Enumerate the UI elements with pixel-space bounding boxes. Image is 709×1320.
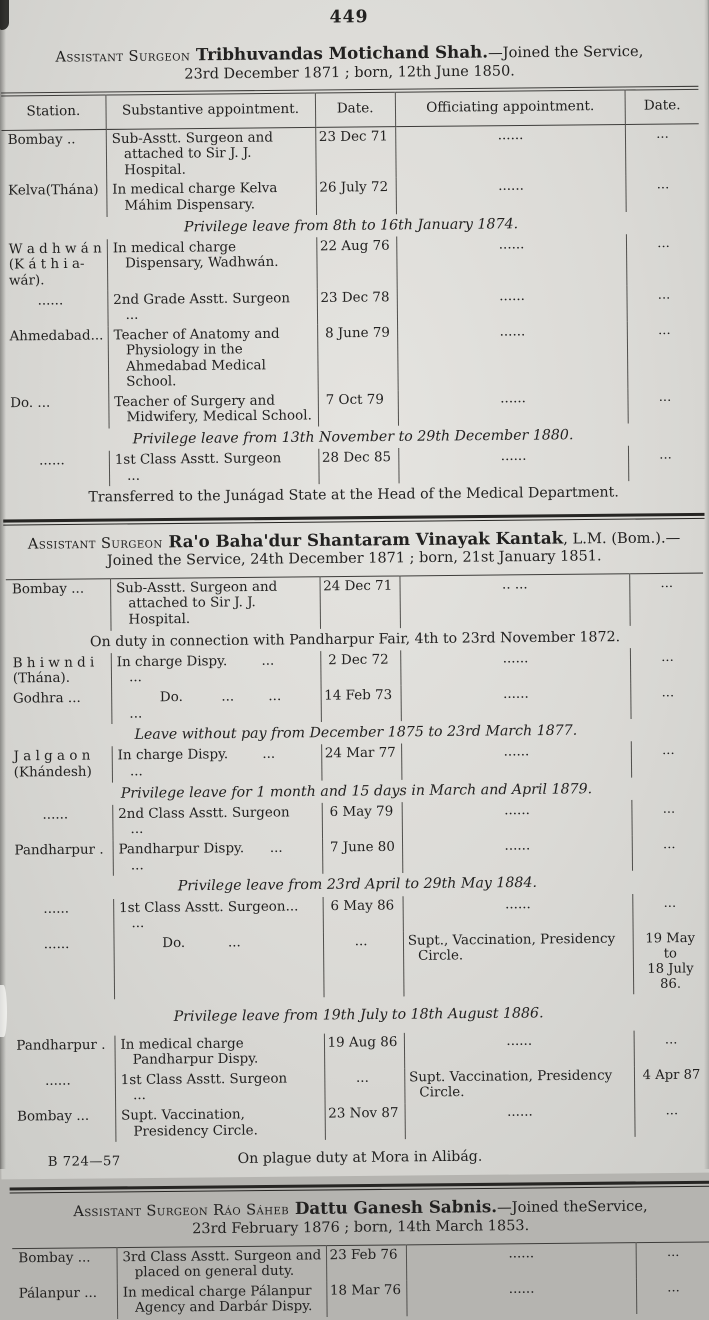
column-header-date: Date. [625,89,699,124]
date-cell: 23 Nov 87 [325,1104,406,1140]
officiating-date-cell: ... [627,233,701,285]
date-cell: 24 Mar 77 [321,744,402,780]
officiating-cell: ...... [403,894,633,932]
date-cell: 23 Feb 76 [326,1244,407,1281]
officiating-date-cell: ... [627,320,701,388]
record-heading [13,527,694,572]
date-cell: 24 Dec 71 [320,576,401,629]
officiating-date-cell: ... [629,445,703,481]
appointment-cell: In charge Dispy. ... ... [112,745,321,783]
appointment-cell: 2nd Class Asstt. Surgeon ... [113,803,322,841]
service-row [1,124,699,182]
officiating-date-cell: ... [633,893,707,929]
officiating-cell: ...... [397,321,628,390]
appointment-cell: 1st Class Asstt. Surgeon ... [109,449,318,487]
officiating-cell: ...... [395,124,626,178]
heading-line2: 23rd February 1876 ; born, 14th March 1853. [192,1218,530,1238]
officiating-cell: Supt., Vaccination, Presidency Circle. [403,929,634,997]
date-cell: ... [324,1068,405,1104]
service-note: On duty in connection with Pandharpur Fair, 4th to 23rd November 1872. [89,628,621,650]
record-heading [9,40,690,85]
officiating-date-cell: ... [634,1030,708,1066]
officiating-cell: ...... [397,285,627,323]
service-record-section [0,40,704,510]
heading-rest: —Joined the Service, [487,43,644,62]
service-table [6,572,709,1178]
column-header-date: Date. [315,92,396,127]
station-cell: ...... [43,936,70,952]
date-cell: 18 Mar 76 [326,1280,407,1316]
appointment-cell: 1st Class Asstt. Surgeon ... [115,1069,324,1107]
officer-rank: Assistant Surgeon [27,534,163,553]
officiating-date-cell: ... [631,683,705,719]
appointment-cell: 1st Class Asstt. Surgeon... ... [113,897,322,935]
officiating-cell: Supt. Vaccination, Presidency Circle. [404,1066,634,1104]
appointment-cell: Teacher of Anatomy and Physiology in the Ahmedabad Medical School. [108,324,318,393]
station-cell: Bombay .. [7,132,76,148]
station-cell: Bombay ... [11,581,85,598]
date-cell: 6 May 79 [322,802,403,838]
officer-name: Ra'o Baha'dur Shantaram Vinayak Kantak [162,528,564,552]
officiating-date-cell: ... [632,799,706,835]
service-records-container [0,40,709,1320]
station-cell: Godhra ... [12,690,81,707]
section-divider [3,513,704,526]
appointment-cell: Sub-Asstt. Surgeon and attached to Sir J. J. Hospital. [106,127,316,181]
station-cell: Pandharpur . [16,1037,106,1054]
officiating-cell: ...... [405,1101,635,1139]
appointment-cell: Supt. Vaccination, Presidency Circle. [115,1104,324,1142]
officiating-cell: ...... [406,1278,636,1316]
service-note: Privilege leave from 19th July to 18th August 1886. [173,1005,544,1026]
date-cell: 28 Dec 85 [318,448,399,484]
appointment-cell: Do. ... ... ... [111,687,320,725]
service-note: Transferred to the Junágad State at the Head of the Medical Department. [88,484,619,506]
station-cell: J a l g a o n (Khándesh) [13,748,92,781]
service-record-section [3,527,709,1179]
appointment-cell: In medical charge Dispensary, Wadhwán. [107,237,317,290]
station-cell: ...... [37,292,64,309]
record-heading [20,1195,701,1240]
officiating-date-cell: ... [635,1101,709,1137]
column-header-station: Station. [1,95,106,130]
officiating-cell: ...... [396,234,627,287]
officiating-cell: ...... [402,800,632,838]
section-divider [10,1181,709,1194]
appointment-cell: Do. ... [114,932,324,1000]
date-cell: 23 Dec 71 [315,126,396,179]
heading-line2: Joined the Service, 24th December 1871 ; born, 21st January 1851. [106,548,602,570]
appointment-cell: In medical charge Pandharpur Dispy. [115,1033,324,1071]
station-cell: Pálanpur ... [18,1285,98,1302]
date-cell: 8 June 79 [317,323,398,391]
officiating-date-cell: 19 May to 18 July 86. [633,928,707,994]
date-cell: 22 Aug 76 [316,236,397,288]
heading-rest: , L.M. (Bom.).— [563,530,681,548]
officiating-cell: ...... [398,388,628,426]
column-header-officiating: Officiating appointment. [395,90,625,126]
service-table-wrap [6,572,709,1178]
column-header-substantive: Substantive appointment. [106,93,315,129]
officiating-cell: .. ... [400,574,631,628]
officiating-date-cell: 4 Apr 87 [635,1065,709,1101]
service-row [6,573,704,631]
appointment-cell: In medical charge Kelva Máhim Dispensary. [107,179,316,217]
appointment-cell: Sub-Asstt. Surgeon and attached to Sir J. J. Hospital. [110,577,320,631]
station-cell: ...... [39,453,65,469]
officiating-date-cell: ... [625,124,699,176]
service-table-wrap [1,86,702,510]
station-cell: W a d h w á n (K á t h i a- wár). [8,241,102,289]
officiating-cell: ...... [401,684,631,722]
service-table [12,1241,709,1320]
station-cell: Bombay ... [18,1249,91,1266]
station-cell: Ahmedabad... [9,327,104,345]
page-number: 449 [329,6,369,28]
appointment-cell: Teacher of Surgery and Midwifery, Medical School. [109,391,318,429]
heading-rest: —Joined theService, [496,1198,648,1217]
officer-name: Tribhuvandas Motichand Shah. [190,42,489,65]
officiating-date-cell: ... [637,1278,709,1314]
appointment-cell: In medical charge Pálanpur Agency and Darbár Dispy. [117,1281,326,1319]
officiating-cell: ...... [402,835,632,873]
date-cell: 14 Feb 73 [321,686,402,722]
officiating-date-cell: ... [628,387,702,423]
appointment-cell: 3rd Class Asstt. Surgeon and placed on general duty. [117,1245,327,1283]
date-cell: ... [323,931,404,997]
heading-line2: 23rd December 1871 ; born, 12th June 1850. [184,62,515,83]
officiating-date-cell: ... [626,175,700,211]
service-row [3,233,701,291]
service-row [3,320,701,394]
station-cell: B h i w n d i (Thána). [12,655,95,687]
service-table [1,89,702,510]
service-note: Privilege leave from 13th November to 29th December 1880. [132,426,574,448]
date-cell: 23 Dec 78 [317,288,398,324]
officer-rank: Assistant Surgeon Ráo Sáheb [73,1202,290,1221]
date-cell: 19 Aug 86 [324,1033,405,1069]
officiating-date-cell: ... [630,573,704,625]
date-cell: 6 May 86 [323,896,404,932]
service-note: Privilege leave from 8th to 16th January 1874. [183,215,519,235]
service-note: Privilege leave for 1 month and 15 days in March and April 1879. [120,780,593,802]
date-cell: 7 June 80 [322,838,403,874]
station-cell: Kelva(Thána) [8,183,99,200]
officiating-date-cell: ... [627,285,701,321]
officiating-cell: ...... [404,1030,634,1068]
service-table-wrap [12,1241,709,1320]
station-cell: Bombay ... [16,1108,90,1125]
officiating-cell: ...... [400,648,630,686]
station-cell: ...... [43,900,70,917]
officiating-cell: ...... [398,446,628,484]
station-cell: Do. ... [10,395,51,412]
officiating-cell: ...... [396,176,626,214]
officiating-date-cell: ... [636,1242,709,1279]
appointment-cell: In charge Dispy. ... ... [111,651,320,689]
date-cell: 26 July 72 [316,178,397,214]
station-cell: Pandharpur . [14,842,104,859]
plate-mark: B 724—57 [47,1153,121,1170]
appointment-cell: Pandharpur Dispy. ... ... [113,838,322,876]
officer-rank: Assistant Surgeon [55,48,191,66]
service-record-section [10,1195,709,1319]
service-row [13,1278,709,1320]
officiating-date-cell: ... [631,647,705,683]
officer-name: Dattu Ganesh Sabnis. [288,1197,498,1219]
officiating-cell: ...... [406,1242,636,1280]
service-note: Privilege leave from 23rd April to 29th May 1884. [177,874,538,895]
station-cell: ...... [42,807,69,823]
service-note: On plague duty at Mora in Alibág. [237,1148,483,1168]
officiating-cell: ...... [401,742,631,780]
service-note: Leave without pay from December 1875 to 23rd March 1877. [134,722,578,744]
date-cell: 2 Dec 72 [320,650,401,686]
station-cell: ...... [44,1073,71,1089]
date-cell: 7 Oct 79 [318,390,399,426]
appointment-cell: 2nd Grade Asstt. Surgeon ... [108,288,317,326]
service-row [9,928,707,1000]
officiating-date-cell: ... [631,741,705,777]
officiating-date-cell: ... [632,835,706,871]
